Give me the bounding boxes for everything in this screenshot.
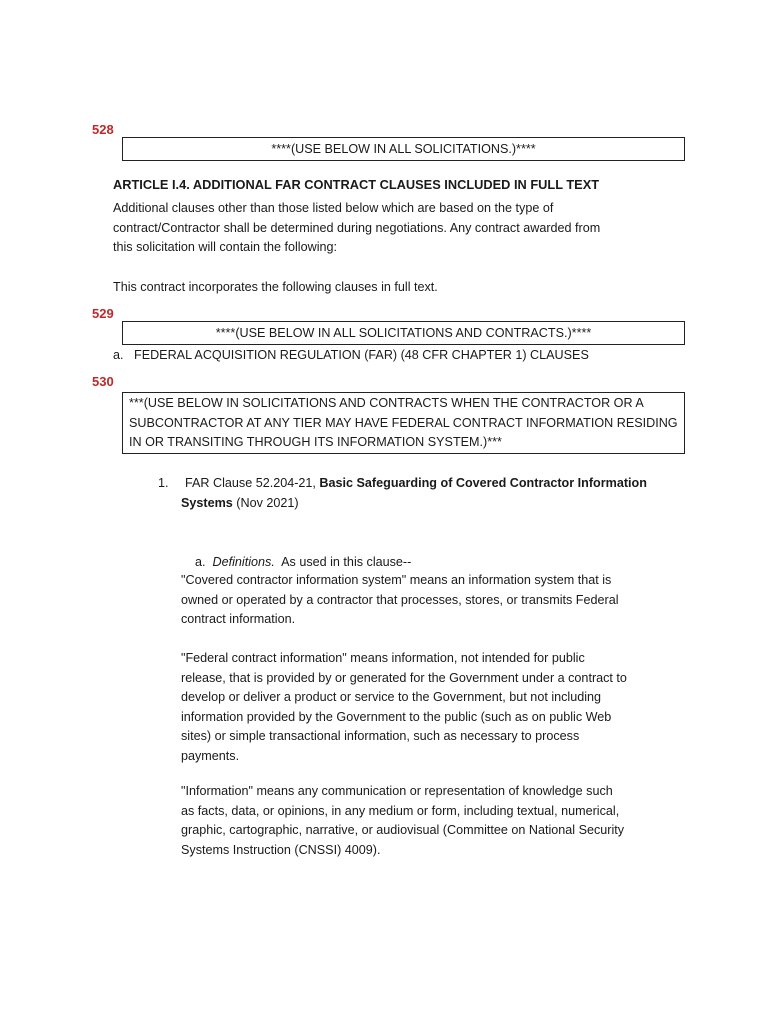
- intro-paragraph: [113, 199, 600, 258]
- marker-529: 529: [92, 306, 114, 321]
- paragraph-line: "Information" means any communication or representation of knowledge such: [181, 784, 613, 798]
- instruction-box-text: ****(USE BELOW IN ALL SOLICITATIONS.)****: [271, 142, 536, 156]
- instruction-box-fci: [122, 392, 685, 454]
- far-clauses-heading: a. FEDERAL ACQUISITION REGULATION (FAR) (48 CFR CHAPTER 1) CLAUSES: [113, 348, 589, 362]
- definitions-term: Definitions.: [212, 554, 275, 569]
- paragraph-line: contract/Contractor shall be determined during negotiations. Any contract awarded from: [113, 220, 601, 235]
- paragraph-line: payments.: [181, 748, 240, 763]
- clause-number: 1.: [158, 476, 169, 490]
- definition-information: [181, 782, 624, 860]
- instruction-box-solicitations: [122, 137, 685, 161]
- paragraph-line: Additional clauses other than those listed below which are based on the type of: [113, 201, 554, 215]
- paragraph-line: this solicitation will contain the following:: [113, 240, 338, 255]
- paragraph-line: release, that is provided by or generated for the Government under a contract to: [181, 670, 627, 685]
- paragraph-line: sites) or simple transactional information, such as necessary to process: [181, 729, 580, 744]
- paragraph-line: develop or deliver a product or service to the Government, but not including: [181, 690, 602, 705]
- clause-date: (Nov 2021): [232, 495, 299, 510]
- paragraph-line: graphic, cartographic, narrative, or audiovisual (Committee on National Security: [181, 823, 625, 838]
- instruction-box-line: IN OR TRANSITING THROUGH ITS INFORMATION SYSTEM.)***: [129, 435, 502, 450]
- paragraph-line: owned or operated by a contractor that processes, stores, or transmits Federal: [181, 592, 619, 607]
- paragraph-line: contract information.: [181, 612, 296, 627]
- clause-title: [181, 474, 685, 513]
- marker-528: 528: [92, 122, 114, 137]
- definitions-label: a.: [195, 554, 206, 569]
- definitions-rest: As used in this clause--: [274, 554, 412, 569]
- instruction-box-line: SUBCONTRACTOR AT ANY TIER MAY HAVE FEDERAL CONTRACT INFORMATION RESIDING: [129, 415, 678, 430]
- paragraph-line: information provided by the Government to the public (such as on public Web: [181, 709, 612, 724]
- definition-covered-system: [181, 571, 619, 630]
- paragraph-line: "Federal contract information" means information, not intended for public: [181, 651, 585, 665]
- definition-federal-contract-information: [181, 649, 627, 767]
- paragraph-line: "Covered contractor information system" means an information system that is: [181, 573, 612, 587]
- incorporates-statement: This contract incorporates the following clauses in full text.: [113, 280, 438, 294]
- article-heading: ARTICLE I.4. ADDITIONAL FAR CONTRACT CLAUSES INCLUDED IN FULL TEXT: [113, 177, 600, 192]
- clause-title-line1: Basic Safeguarding of Covered Contractor Information: [319, 476, 647, 490]
- clause-title-line2: Systems: [181, 495, 233, 510]
- instruction-box-solicitations-contracts: [122, 321, 685, 345]
- instruction-box-line: ***(USE BELOW IN SOLICITATIONS AND CONTRACTS WHEN THE CONTRACTOR OR A: [129, 396, 644, 410]
- marker-530: 530: [92, 374, 114, 389]
- paragraph-line: as facts, data, or opinions, in any medium or form, including textual, numerical,: [181, 803, 620, 818]
- clause-prefix: FAR Clause 52.204-21,: [185, 476, 320, 490]
- instruction-box-text: ****(USE BELOW IN ALL SOLICITATIONS AND CONTRACTS.)****: [215, 326, 592, 340]
- paragraph-line: Systems Instruction (CNSSI) 4009).: [181, 842, 381, 857]
